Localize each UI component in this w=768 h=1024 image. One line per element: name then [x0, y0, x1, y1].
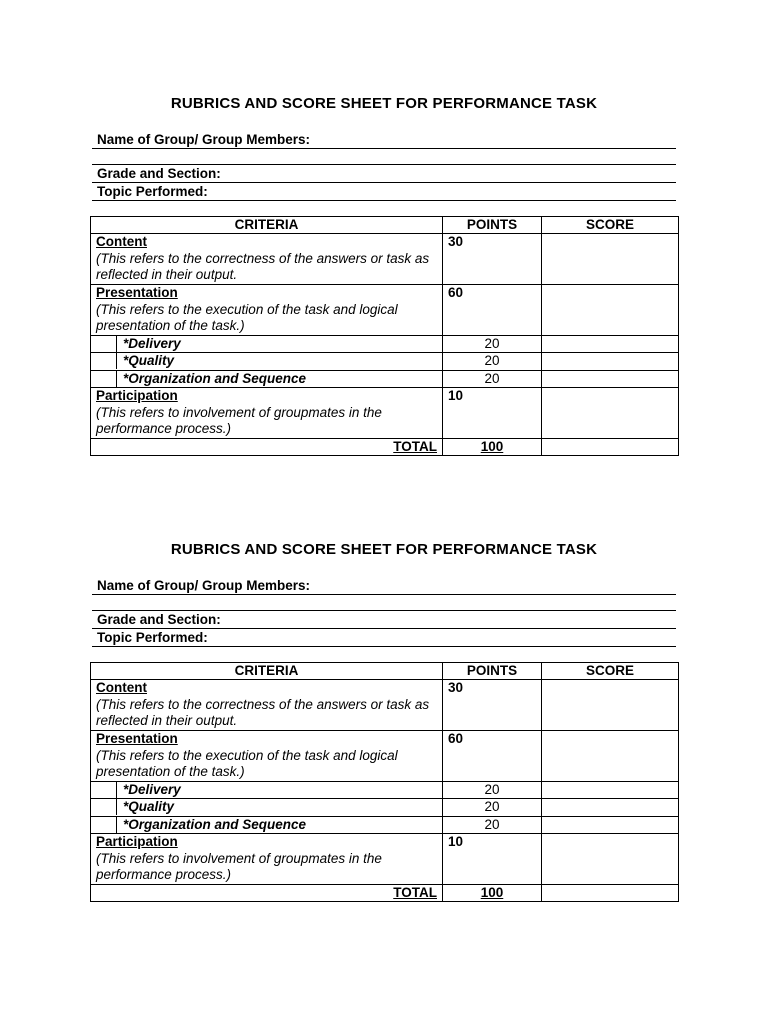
topic-performed-label: Topic Performed:	[97, 630, 208, 645]
topic-performed-field[interactable]	[92, 183, 676, 201]
sub-item-label: *Quality	[123, 353, 175, 368]
grade-section-label: Grade and Section:	[97, 166, 221, 181]
sub-item-row	[91, 781, 679, 799]
sub-item-label: *Organization and Sequence	[123, 370, 307, 386]
total-row	[91, 884, 679, 902]
content-score-cell[interactable]	[542, 234, 679, 285]
participation-description: (This refers to involvement of groupmates in the performance process.)	[96, 404, 382, 436]
sub-item-points: 20	[443, 353, 542, 371]
participation-points: 10	[443, 834, 542, 885]
participation-criteria-cell	[91, 388, 443, 439]
sub-item-points: 20	[443, 335, 542, 353]
participation-row	[91, 834, 679, 885]
total-score-cell[interactable]	[542, 438, 679, 456]
content-criteria-cell	[91, 234, 443, 285]
table-header-row	[91, 663, 679, 680]
presentation-criteria-cell	[91, 731, 443, 782]
content-criteria-cell	[91, 680, 443, 731]
total-row	[91, 438, 679, 456]
presentation-description: (This refers to the execution of the task and logical presentation of the task.)	[96, 747, 398, 779]
presentation-score-cell[interactable]	[542, 731, 679, 782]
presentation-points: 60	[443, 285, 542, 336]
content-row	[91, 234, 679, 285]
points-header: POINTS	[443, 217, 542, 234]
total-points: 100	[443, 884, 542, 902]
total-points: 100	[443, 438, 542, 456]
rubric-table	[90, 216, 679, 456]
sub-item-points: 20	[443, 781, 542, 799]
sub-item-label: *Organization and Sequence	[123, 816, 307, 832]
topic-performed-field[interactable]	[92, 629, 676, 647]
participation-score-cell[interactable]	[542, 834, 679, 885]
sub-item-row	[91, 799, 679, 817]
group-members-field[interactable]	[92, 131, 676, 149]
group-members-label: Name of Group/ Group Members:	[97, 132, 311, 147]
participation-points: 10	[443, 388, 542, 439]
total-label: TOTAL	[91, 884, 443, 902]
sub-item-label: *Delivery	[123, 335, 181, 351]
participation-criteria-cell	[91, 834, 443, 885]
presentation-name: Presentation	[96, 731, 178, 746]
sub-item-score-cell[interactable]	[542, 370, 679, 388]
sub-item-points: 20	[443, 816, 542, 834]
score-header: SCORE	[542, 217, 679, 234]
content-score-cell[interactable]	[542, 680, 679, 731]
group-members-label: Name of Group/ Group Members:	[97, 578, 311, 593]
sub-item-row	[91, 335, 679, 353]
content-points: 30	[443, 680, 542, 731]
rubric-table	[90, 662, 679, 902]
presentation-row	[91, 285, 679, 336]
sub-item-row	[91, 816, 679, 834]
sub-item-points: 20	[443, 370, 542, 388]
score-header: SCORE	[542, 663, 679, 680]
content-description: (This refers to the correctness of the answers or task as reflected in their output.	[96, 250, 430, 282]
participation-description: (This refers to involvement of groupmates in the performance process.)	[96, 850, 382, 882]
group-members-field[interactable]	[92, 577, 676, 595]
content-points: 30	[443, 234, 542, 285]
points-header: POINTS	[443, 663, 542, 680]
content-name: Content	[96, 680, 147, 695]
content-name: Content	[96, 234, 147, 249]
participation-score-cell[interactable]	[542, 388, 679, 439]
criteria-header: CRITERIA	[91, 663, 443, 680]
sub-item-label: *Quality	[123, 799, 175, 814]
presentation-points: 60	[443, 731, 542, 782]
sub-item-score-cell[interactable]	[542, 816, 679, 834]
presentation-name: Presentation	[96, 285, 178, 300]
content-description: (This refers to the correctness of the answers or task as reflected in their output.	[96, 696, 430, 728]
sub-item-row	[91, 353, 679, 371]
sub-item-score-cell[interactable]	[542, 799, 679, 817]
presentation-criteria-cell	[91, 285, 443, 336]
presentation-score-cell[interactable]	[542, 285, 679, 336]
table-header-row	[91, 217, 679, 234]
total-score-cell[interactable]	[542, 884, 679, 902]
presentation-description: (This refers to the execution of the task and logical presentation of the task.)	[96, 301, 398, 333]
presentation-row	[91, 731, 679, 782]
content-row	[91, 680, 679, 731]
participation-name: Participation	[96, 388, 178, 403]
participation-name: Participation	[96, 834, 178, 849]
topic-performed-label: Topic Performed:	[97, 184, 208, 199]
participation-row	[91, 388, 679, 439]
criteria-header: CRITERIA	[91, 217, 443, 234]
sheet-title: RUBRICS AND SCORE SHEET FOR PERFORMANCE TASK	[170, 95, 598, 112]
sub-item-score-cell[interactable]	[542, 353, 679, 371]
sub-item-row	[91, 370, 679, 388]
sub-item-label: *Delivery	[123, 781, 181, 797]
grade-section-field[interactable]	[92, 611, 676, 629]
grade-section-label: Grade and Section:	[97, 612, 221, 627]
grade-section-field[interactable]	[92, 165, 676, 183]
sheet-title: RUBRICS AND SCORE SHEET FOR PERFORMANCE TASK	[170, 541, 598, 558]
sub-item-score-cell[interactable]	[542, 335, 679, 353]
sub-item-points: 20	[443, 799, 542, 817]
sub-item-score-cell[interactable]	[542, 781, 679, 799]
total-label: TOTAL	[91, 438, 443, 456]
